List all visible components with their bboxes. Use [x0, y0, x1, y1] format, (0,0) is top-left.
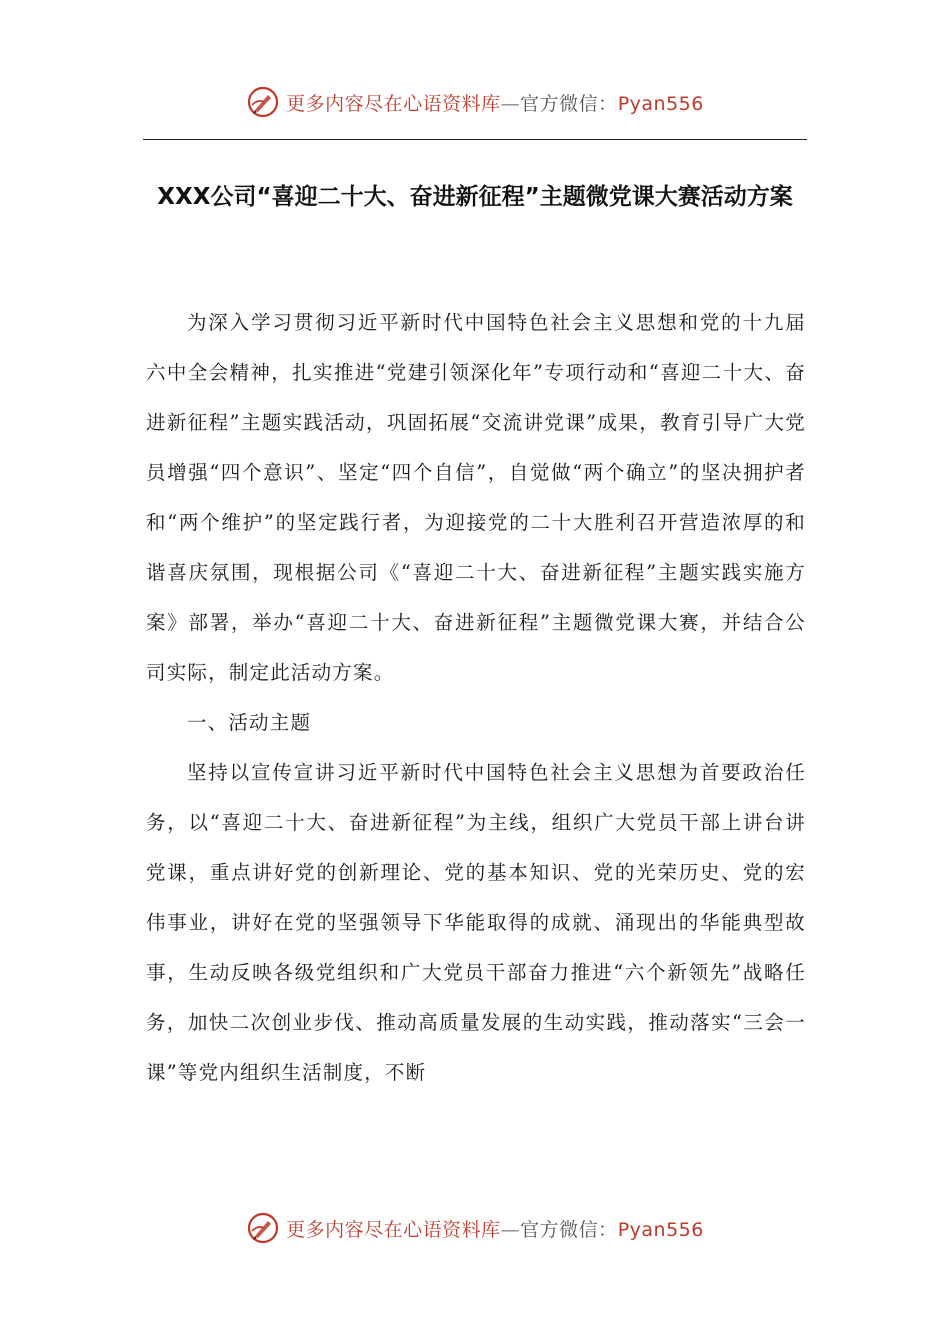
header-divider: [143, 139, 807, 140]
watermark-label: 官方微信：: [520, 1218, 618, 1241]
header-watermark: [0, 80, 950, 124]
watermark-label: 官方微信：: [520, 92, 618, 115]
watermark-text-group: [286, 89, 704, 116]
watermark-slogan: 更多内容尽在心语资料库: [286, 1218, 501, 1241]
watermark-text-group: [286, 1215, 704, 1242]
document-body: [146, 298, 806, 1098]
watermark-separator: —: [500, 92, 521, 115]
footer-watermark: [0, 1206, 950, 1250]
section-heading: 一、活动主题: [186, 711, 312, 734]
body-paragraph: 坚持以宣传宣讲习近平新时代中国特色社会主义思想为首要政治任务，以“喜迎二十大、奋进新征程”为主线，组织广大党员干部上讲台讲党课，重点讲好党的创新理论、党的基本知识、党的光荣历史、党的宏伟事业，讲好在党的坚强领导下华能取得的成就、涌现出的华能典型故事，生动反映各级党组织和广大党员干部奋力推进“六个新领先”战略任务，加快二次创业步伐、推动高质量发展的生动实践，推动落实“三会一课”等党内组织生活制度，不断: [146, 761, 806, 1084]
pen-logo-icon: [246, 1211, 280, 1245]
watermark-separator: —: [500, 1218, 521, 1241]
intro-paragraph: 为深入学习贯彻习近平新时代中国特色社会主义思想和党的十九届六中全会精神，扎实推进“党建引领深化年”专项行动和“喜迎二十大、奋进新征程”主题实践活动，巩固拓展“交流讲党课”成果，教育引导广大党员增强“四个意识”、坚定“四个自信”，自觉做“两个确立”的坚决拥护者和“两个维护”的坚定践行者，为迎接党的二十大胜利召开营造浓厚的和谐喜庆氛围，现根据公司《“喜迎二十大、奋进新征程”主题实践实施方案》部署，举办“喜迎二十大、奋进新征程”主题微党课大赛，并结合公司实际，制定此活动方案。: [146, 311, 806, 684]
watermark-account: Pyan556: [617, 92, 704, 115]
watermark-account: Pyan556: [617, 1218, 704, 1241]
document-title: XXX公司“喜迎二十大、奋进新征程”主题微党课大赛活动方案: [157, 184, 793, 210]
pen-logo-icon: [246, 85, 280, 119]
watermark-slogan: 更多内容尽在心语资料库: [286, 92, 501, 115]
